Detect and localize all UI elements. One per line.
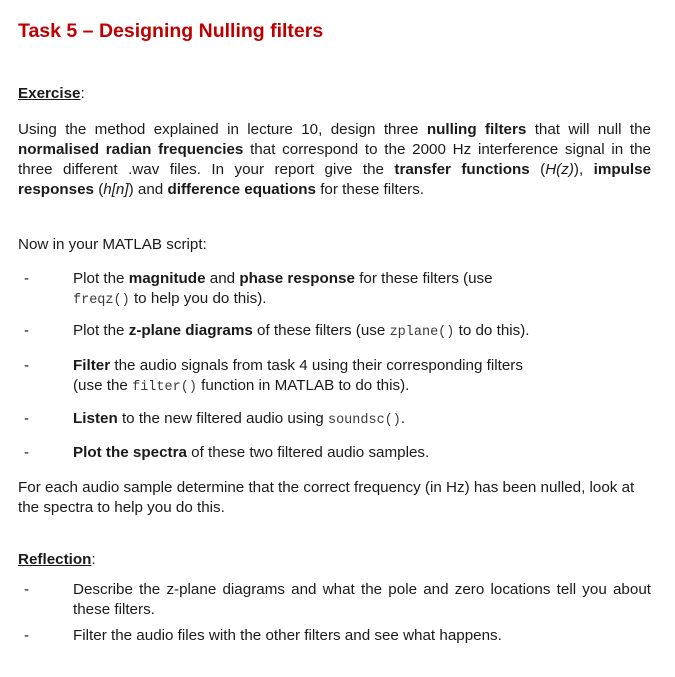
bullet-dash: - xyxy=(24,581,30,598)
list-item-text xyxy=(73,269,651,311)
list-item xyxy=(18,269,651,311)
list-item xyxy=(18,580,651,620)
item-text: of these two filtered audio samples. xyxy=(186,444,430,461)
reflection-heading-line xyxy=(18,550,651,570)
list-item xyxy=(18,626,651,646)
list-item xyxy=(18,356,651,398)
para-italic-hz: H(z) xyxy=(545,161,574,178)
item-bold: z-plane diagrams xyxy=(128,322,253,339)
list-item-text xyxy=(73,409,651,431)
para-bold-nulling-filters: nulling filters xyxy=(426,121,527,138)
item-text: . xyxy=(400,410,406,427)
item-text: of these filters (use xyxy=(252,322,390,339)
item-bold: magnitude xyxy=(128,270,206,287)
list-item-text xyxy=(73,443,651,463)
para-text: Using the method explained in lecture 10, design three xyxy=(18,121,427,138)
code-soundsc: soundsc() xyxy=(327,413,401,428)
para-text: ), xyxy=(573,161,594,178)
bullet-dash: - xyxy=(24,322,30,339)
para-text: that will null the xyxy=(526,121,651,138)
item-text: function in MATLAB to do this). xyxy=(196,377,410,394)
item-bold: phase response xyxy=(239,270,355,287)
exercise-closing: For each audio sample determine that the correct frequency (in Hz) has been nulled, look at the spectra to help you do this. xyxy=(18,479,635,516)
bullet-dash: - xyxy=(24,357,30,374)
item-text: to do this). xyxy=(454,322,530,339)
bullet-dash: - xyxy=(24,444,30,461)
item-text: to help you do this). xyxy=(129,290,267,307)
para-bold-transfer-functions: transfer functions xyxy=(394,161,530,178)
task-title: Task 5 – Designing Nulling filters xyxy=(18,20,324,42)
item-text: for these filters (use xyxy=(354,270,493,287)
para-text: for these filters. xyxy=(315,181,425,198)
exercise-heading: Exercise xyxy=(18,85,81,102)
item-bold: Listen xyxy=(73,410,118,427)
list-item-text xyxy=(73,356,651,398)
para-bold-difference-equations: difference equations xyxy=(167,181,316,198)
exercise-heading-colon: : xyxy=(80,85,85,102)
para-bold-impulse-responses: impulse responses xyxy=(18,161,652,198)
bullet-dash: - xyxy=(24,627,30,644)
para-text: ) and xyxy=(128,181,168,198)
list-item xyxy=(18,443,651,463)
para-text: ( xyxy=(93,181,104,198)
list-item xyxy=(18,409,651,431)
item-bold: Filter xyxy=(73,357,111,374)
item-text: and xyxy=(205,270,240,287)
item-text: (use the xyxy=(73,377,133,394)
list-item-text: Filter the audio files with the other filters and see what happens. xyxy=(73,627,502,644)
para-italic-hn: h[n] xyxy=(103,181,129,198)
exercise-intro: Now in your MATLAB script: xyxy=(18,236,207,253)
code-freqz: freqz() xyxy=(73,293,130,308)
bullet-dash: - xyxy=(24,410,30,427)
item-text: the audio signals from task 4 using their corresponding filters xyxy=(110,357,523,374)
para-text: ( xyxy=(529,161,546,178)
list-item xyxy=(18,321,651,343)
item-text: Plot the xyxy=(73,270,129,287)
reflection-heading: Reflection xyxy=(18,551,92,568)
code-zplane: zplane() xyxy=(389,325,455,340)
para-text: that correspond to the 2000 Hz interference signal in the three different .wav files. In your report give the xyxy=(18,141,651,178)
bullet-dash: - xyxy=(24,270,30,287)
list-item-text xyxy=(73,321,651,343)
para-bold-normalised-frequencies: normalised radian frequencies xyxy=(18,141,244,158)
item-bold: Plot the spectra xyxy=(73,444,187,461)
list-item-text: Describe the z-plane diagrams and what the pole and zero locations tell you about these filters. xyxy=(73,581,651,618)
code-filter: filter() xyxy=(132,380,197,395)
item-text: to the new filtered audio using xyxy=(117,410,328,427)
item-text: Plot the xyxy=(73,322,129,339)
exercise-paragraph xyxy=(18,120,651,200)
exercise-heading-line xyxy=(18,84,651,104)
reflection-heading-colon: : xyxy=(91,551,96,568)
